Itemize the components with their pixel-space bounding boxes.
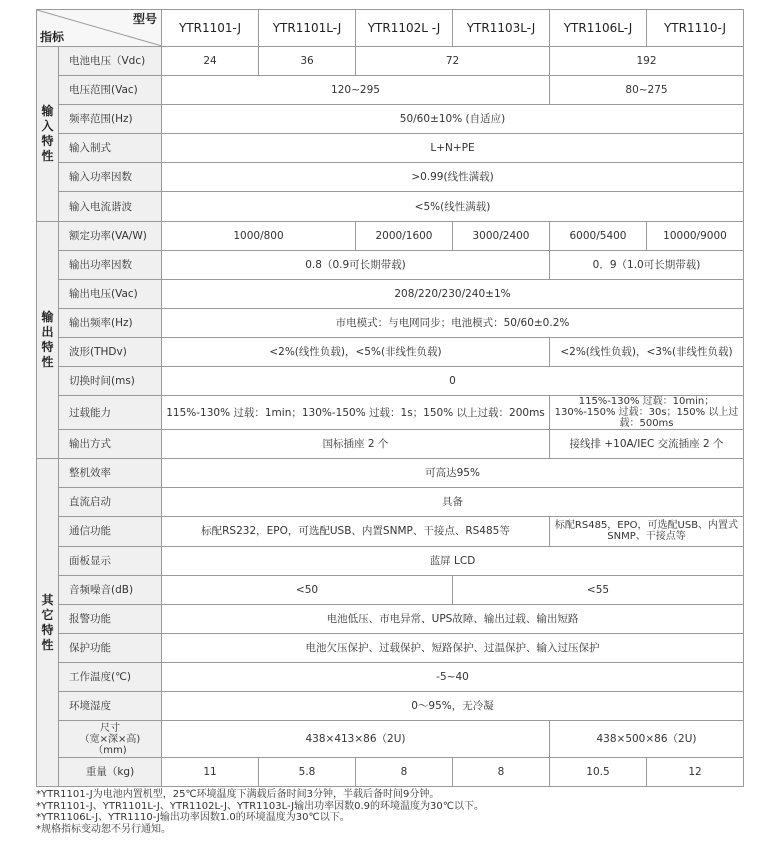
header-model-label: 型号 bbox=[132, 12, 157, 26]
row-label: 输出方式 bbox=[59, 430, 162, 459]
cell-value: 接线排 +10A/IEC 交流插座 2 个 bbox=[550, 430, 744, 459]
row-label: 重量（kg) bbox=[59, 758, 162, 787]
table-row bbox=[37, 721, 744, 758]
cell-value: 438×500×86（2U) bbox=[550, 721, 744, 758]
cell-value: 36 bbox=[259, 47, 356, 76]
cell-value: 115%-130% 过载：1min；130%-150% 过载：1s；150% 以上过载：200ms bbox=[162, 396, 550, 430]
section-input-label: 输入特性 bbox=[37, 47, 59, 222]
row-label: 保护功能 bbox=[59, 633, 162, 662]
table-row bbox=[37, 662, 744, 691]
cell-value: 3000/2400 bbox=[453, 221, 550, 250]
table-row bbox=[37, 396, 744, 430]
cell-value: 2000/1600 bbox=[356, 221, 453, 250]
row-label: 尺寸 （宽×深×高) （mm) bbox=[59, 721, 162, 758]
table-row bbox=[37, 163, 744, 192]
cell-value: L+N+PE bbox=[162, 134, 744, 163]
cell-value: 8 bbox=[453, 758, 550, 787]
cell-value: 10000/9000 bbox=[647, 221, 744, 250]
table-row bbox=[37, 517, 744, 546]
cell-value: 电池低压、市电异常、UPS故障、输出过载、输出短路 bbox=[162, 604, 744, 633]
table-row bbox=[37, 105, 744, 134]
table-row bbox=[37, 488, 744, 517]
cell-value: 208/220/230/240±1% bbox=[162, 279, 744, 308]
header-index-label: 指标 bbox=[40, 30, 65, 44]
cell-value: 1000/800 bbox=[162, 221, 356, 250]
row-label: 频率范围(Hz) bbox=[59, 105, 162, 134]
cell-value: 115%-130% 过载：10min；130%-150% 过载：30s；150% 以上过载：500ms bbox=[550, 396, 744, 430]
header-row bbox=[37, 10, 744, 47]
cell-value: 8 bbox=[356, 758, 453, 787]
cell-value: 0 bbox=[162, 367, 744, 396]
footnote: *YTR1101-J为电池内置机型，25℃环境温度下满载后备时间3分钟，半载后备时间9分钟。 bbox=[36, 789, 440, 801]
row-label: 输出电压(Vac) bbox=[59, 279, 162, 308]
header-corner bbox=[37, 10, 162, 47]
footnotes bbox=[36, 789, 743, 835]
cell-value: 5.8 bbox=[259, 758, 356, 787]
table-row bbox=[37, 279, 744, 308]
row-label: 输出频率(Hz) bbox=[59, 308, 162, 337]
row-label: 面板显示 bbox=[59, 546, 162, 575]
table-row bbox=[37, 134, 744, 163]
cell-value: 0．9（1.0可长期带载) bbox=[550, 250, 744, 279]
row-label: 直流启动 bbox=[59, 488, 162, 517]
row-label: 电池电压（Vdc) bbox=[59, 47, 162, 76]
cell-value: 可高达95% bbox=[162, 459, 744, 488]
table-row bbox=[37, 430, 744, 459]
cell-value: >0.99(线性满载) bbox=[162, 163, 744, 192]
model-header: YTR1101-J bbox=[162, 10, 259, 47]
cell-value: 0～95%，无冷凝 bbox=[162, 691, 744, 720]
cell-value: 24 bbox=[162, 47, 259, 76]
cell-value: 438×413×86（2U) bbox=[162, 721, 550, 758]
table-row bbox=[37, 221, 744, 250]
cell-value: <55 bbox=[453, 575, 744, 604]
row-label: 整机效率 bbox=[59, 459, 162, 488]
row-label: 输入功率因数 bbox=[59, 163, 162, 192]
cell-value: 市电模式：与电网同步；电池模式：50/60±0.2% bbox=[162, 308, 744, 337]
table-row bbox=[37, 633, 744, 662]
cell-value: 80~275 bbox=[550, 76, 744, 105]
cell-value: <50 bbox=[162, 575, 453, 604]
section-output-label: 输出特性 bbox=[37, 221, 59, 459]
row-label: 输入制式 bbox=[59, 134, 162, 163]
row-label: 电压范围(Vac) bbox=[59, 76, 162, 105]
model-header: YTR1102L -J bbox=[356, 10, 453, 47]
table-row bbox=[37, 758, 744, 787]
table-row bbox=[37, 308, 744, 337]
row-label: 过载能力 bbox=[59, 396, 162, 430]
table-row bbox=[37, 250, 744, 279]
cell-value: 6000/5400 bbox=[550, 221, 647, 250]
table-row bbox=[37, 76, 744, 105]
cell-value: 12 bbox=[647, 758, 744, 787]
cell-value: <2%(线性负载)，<5%(非线性负载) bbox=[162, 337, 550, 366]
cell-value: 电池欠压保护、过载保护、短路保护、过温保护、输入过压保护 bbox=[162, 633, 744, 662]
table-row bbox=[37, 604, 744, 633]
footnote: *YTR1101-J、YTR1101L-J、YTR1102L-J、YTR1103L-J输出功率因数0.9的环境温度为30℃以下。 bbox=[36, 800, 484, 812]
row-label: 环境湿度 bbox=[59, 691, 162, 720]
footnote: *YTR1106L-J、YTR1110-J输出功率因数1.0的环境温度为30℃以下。 bbox=[36, 812, 350, 824]
model-header: YTR1106L-J bbox=[550, 10, 647, 47]
row-label: 切换时间(ms) bbox=[59, 367, 162, 396]
cell-value: 120~295 bbox=[162, 76, 550, 105]
row-label: 工作温度(℃) bbox=[59, 662, 162, 691]
footnote: *规格指标变动恕不另行通知。 bbox=[36, 823, 171, 835]
section-other-label: 其它特性 bbox=[37, 459, 59, 787]
table-row bbox=[37, 691, 744, 720]
model-header: YTR1110-J bbox=[647, 10, 744, 47]
row-label: 输出功率因数 bbox=[59, 250, 162, 279]
cell-value: <5%(线性满载) bbox=[162, 192, 744, 221]
table-row bbox=[37, 367, 744, 396]
cell-value: 192 bbox=[550, 47, 744, 76]
row-label: 报警功能 bbox=[59, 604, 162, 633]
row-label: 输入电流谐波 bbox=[59, 192, 162, 221]
table-row bbox=[37, 192, 744, 221]
table-row bbox=[37, 47, 744, 76]
spec-table-container bbox=[36, 9, 743, 835]
model-header: YTR1103L-J bbox=[453, 10, 550, 47]
cell-value: 蓝屏 LCD bbox=[162, 546, 744, 575]
cell-value: 50/60±10% (自适应) bbox=[162, 105, 744, 134]
cell-value: 具备 bbox=[162, 488, 744, 517]
table-row bbox=[37, 459, 744, 488]
row-label: 额定功率(VA/W) bbox=[59, 221, 162, 250]
cell-value: 国标插座 2 个 bbox=[162, 430, 550, 459]
cell-value: 10.5 bbox=[550, 758, 647, 787]
cell-value: 标配RS232，EPO，可选配USB、内置SNMP、干接点、RS485等 bbox=[162, 517, 550, 546]
spec-table bbox=[36, 9, 744, 787]
cell-value: 72 bbox=[356, 47, 550, 76]
cell-value: <2%(线性负载)，<3%(非线性负载) bbox=[550, 337, 744, 366]
cell-value: 11 bbox=[162, 758, 259, 787]
row-label: 音频噪音(dB) bbox=[59, 575, 162, 604]
table-row bbox=[37, 546, 744, 575]
cell-value: 0.8（0.9可长期带载) bbox=[162, 250, 550, 279]
row-label: 波形(THDv) bbox=[59, 337, 162, 366]
row-label: 通信功能 bbox=[59, 517, 162, 546]
model-header: YTR1101L-J bbox=[259, 10, 356, 47]
cell-value: 标配RS485，EPO，可选配USB、内置式SNMP、干接点等 bbox=[550, 517, 744, 546]
cell-value: -5~40 bbox=[162, 662, 744, 691]
table-row bbox=[37, 337, 744, 366]
table-row bbox=[37, 575, 744, 604]
